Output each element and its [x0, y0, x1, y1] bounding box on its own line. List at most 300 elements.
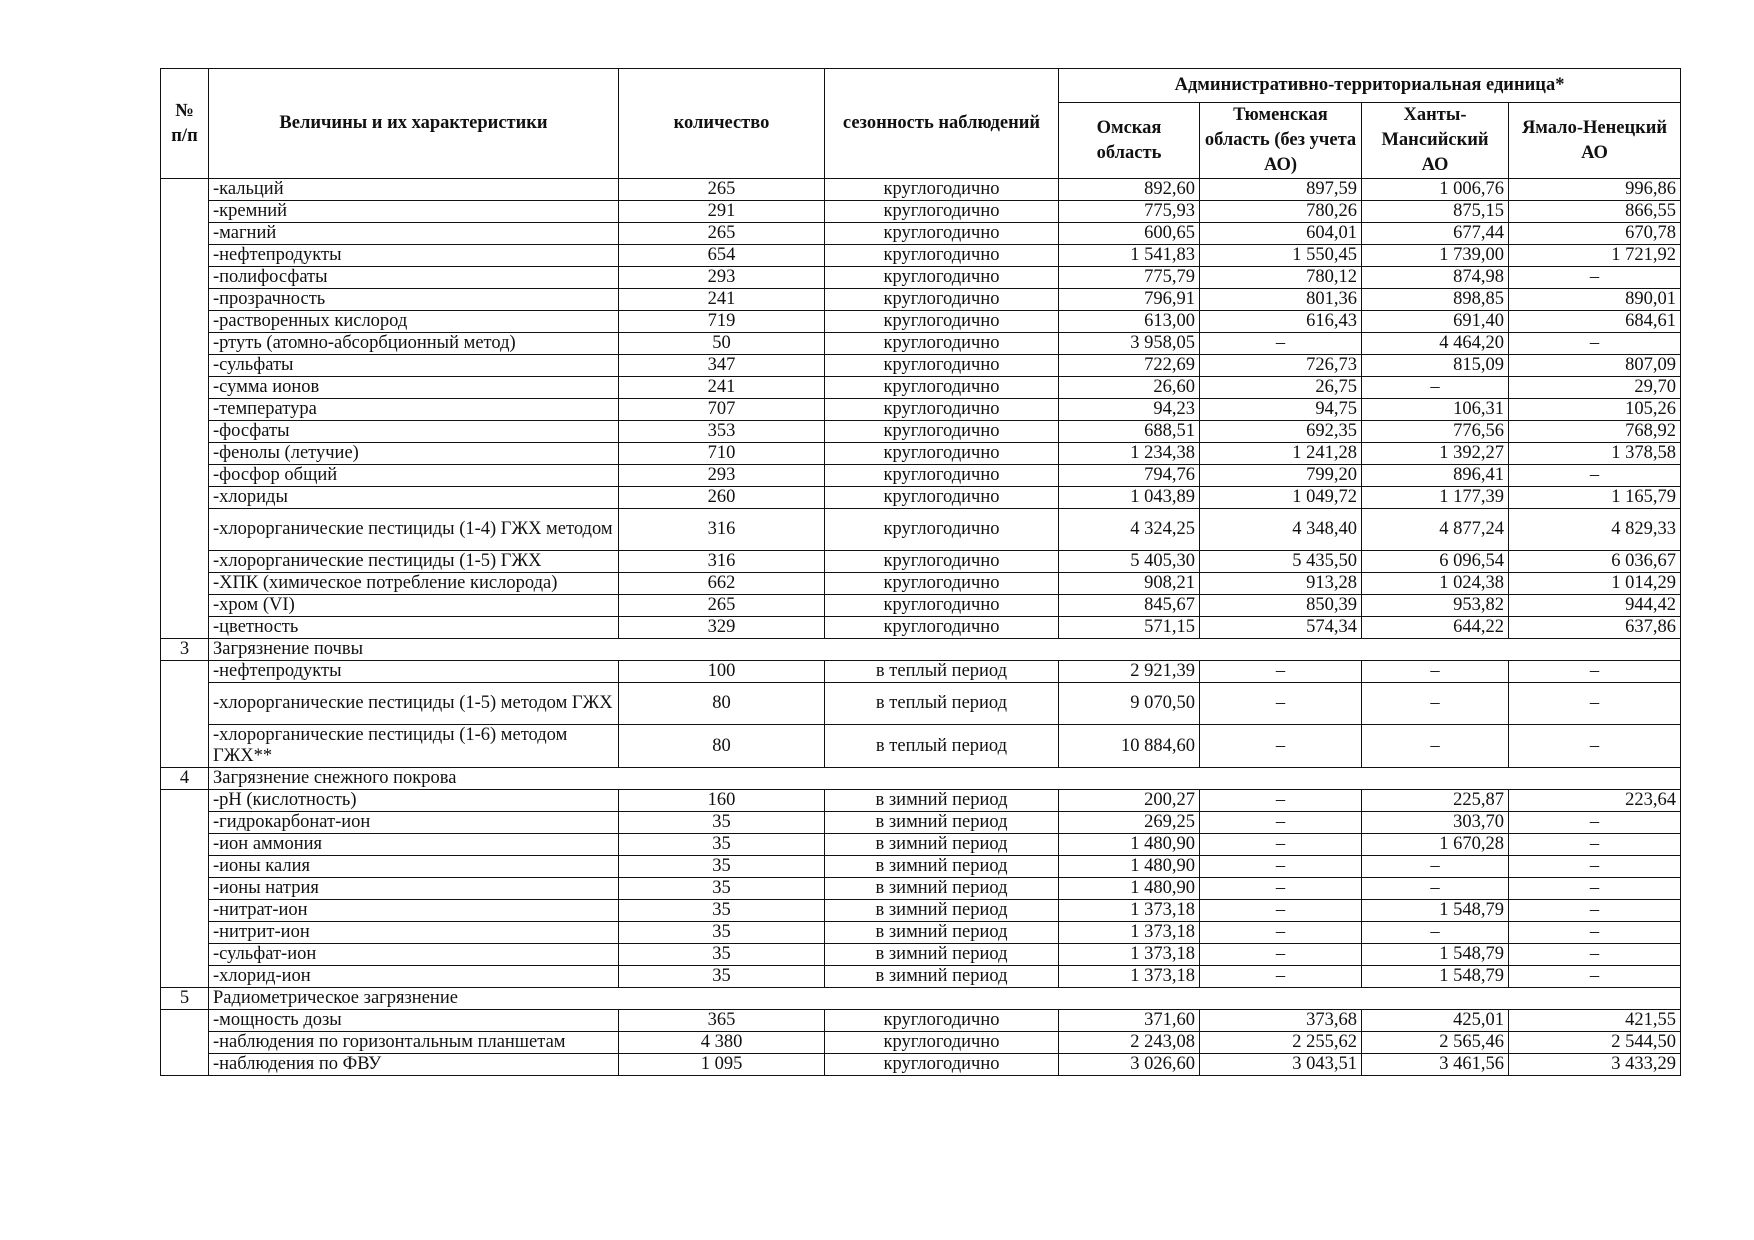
value-omsk: 600,65 — [1059, 223, 1200, 245]
season-cell: круглогодично — [825, 487, 1059, 509]
parameter-name: -фосфор общий — [209, 465, 619, 487]
table-row — [161, 573, 1681, 595]
table-row — [161, 223, 1681, 245]
value-tyumen: – — [1200, 812, 1362, 834]
value-omsk: 1 234,38 — [1059, 443, 1200, 465]
value-omsk: 3 026,60 — [1059, 1054, 1200, 1076]
section-number: 3 — [161, 639, 209, 661]
parameter-name: -прозрачность — [209, 289, 619, 311]
value-tyumen: – — [1200, 683, 1362, 725]
parameter-name: -нитрит-ион — [209, 922, 619, 944]
parameter-name: -хлорорганические пестициды (1-6) методом ГЖХ** — [209, 725, 619, 768]
value-omsk: 775,93 — [1059, 201, 1200, 223]
value-khmao: 677,44 — [1362, 223, 1509, 245]
season-cell: в зимний период — [825, 834, 1059, 856]
parameter-name: -хлорид-ион — [209, 966, 619, 988]
value-omsk: 796,91 — [1059, 289, 1200, 311]
value-omsk: 200,27 — [1059, 790, 1200, 812]
parameter-name: -кремний — [209, 201, 619, 223]
value-khmao: 1 670,28 — [1362, 834, 1509, 856]
table-row — [161, 443, 1681, 465]
quantity-cell: 710 — [619, 443, 825, 465]
parameter-name: -ионы натрия — [209, 878, 619, 900]
quantity-cell: 100 — [619, 661, 825, 683]
value-tyumen: 5 435,50 — [1200, 551, 1362, 573]
table-row — [161, 333, 1681, 355]
value-omsk: 269,25 — [1059, 812, 1200, 834]
section-row — [161, 639, 1681, 661]
quantity-cell: 662 — [619, 573, 825, 595]
table-row — [161, 1010, 1681, 1032]
parameter-name: -хлорорганические пестициды (1-4) ГЖХ методом — [209, 509, 619, 551]
quantity-cell: 50 — [619, 333, 825, 355]
section-row — [161, 988, 1681, 1010]
value-khmao: 953,82 — [1362, 595, 1509, 617]
season-cell: круглогодично — [825, 595, 1059, 617]
quantity-cell: 329 — [619, 617, 825, 639]
quantity-cell: 707 — [619, 399, 825, 421]
parameter-name: -гидрокарбонат-ион — [209, 812, 619, 834]
parameter-name: -ионы калия — [209, 856, 619, 878]
season-cell: круглогодично — [825, 201, 1059, 223]
table-row — [161, 1054, 1681, 1076]
parameter-name: -наблюдения по горизонтальным планшетам — [209, 1032, 619, 1054]
table-row — [161, 812, 1681, 834]
value-tyumen: 574,34 — [1200, 617, 1362, 639]
parameter-name: -кальций — [209, 179, 619, 201]
value-yanao: – — [1509, 725, 1681, 768]
table-row — [161, 661, 1681, 683]
value-yanao: – — [1509, 834, 1681, 856]
value-yanao: – — [1509, 465, 1681, 487]
quantity-cell: 719 — [619, 311, 825, 333]
parameter-name: -мощность дозы — [209, 1010, 619, 1032]
quantity-cell: 654 — [619, 245, 825, 267]
value-omsk: 2 921,39 — [1059, 661, 1200, 683]
season-cell: в теплый период — [825, 683, 1059, 725]
value-omsk: 1 480,90 — [1059, 856, 1200, 878]
value-tyumen: 3 043,51 — [1200, 1054, 1362, 1076]
quantity-cell: 265 — [619, 179, 825, 201]
quantity-cell: 241 — [619, 289, 825, 311]
value-omsk: 1 480,90 — [1059, 834, 1200, 856]
table-row — [161, 856, 1681, 878]
row-num-cell — [161, 790, 209, 988]
value-yanao: 1 014,29 — [1509, 573, 1681, 595]
quantity-cell: 265 — [619, 223, 825, 245]
section-number: 5 — [161, 988, 209, 1010]
value-yanao: 29,70 — [1509, 377, 1681, 399]
table-row — [161, 179, 1681, 201]
season-cell: в зимний период — [825, 900, 1059, 922]
table-row — [161, 399, 1681, 421]
value-khmao: – — [1362, 377, 1509, 399]
value-yanao: – — [1509, 922, 1681, 944]
value-omsk: 722,69 — [1059, 355, 1200, 377]
value-khmao: 425,01 — [1362, 1010, 1509, 1032]
value-yanao: – — [1509, 856, 1681, 878]
value-tyumen: 94,75 — [1200, 399, 1362, 421]
table-row — [161, 725, 1681, 768]
table-row — [161, 900, 1681, 922]
table-row — [161, 311, 1681, 333]
value-omsk: 1 373,18 — [1059, 944, 1200, 966]
parameter-name: -нитрат-ион — [209, 900, 619, 922]
value-khmao: 303,70 — [1362, 812, 1509, 834]
value-yanao: – — [1509, 333, 1681, 355]
parameter-name: -хлориды — [209, 487, 619, 509]
season-cell: круглогодично — [825, 551, 1059, 573]
section-row — [161, 768, 1681, 790]
value-khmao: – — [1362, 922, 1509, 944]
table-row — [161, 878, 1681, 900]
season-cell: круглогодично — [825, 1032, 1059, 1054]
value-khmao: 4 464,20 — [1362, 333, 1509, 355]
value-omsk: 775,79 — [1059, 267, 1200, 289]
season-cell: в зимний период — [825, 944, 1059, 966]
quantity-cell: 1 095 — [619, 1054, 825, 1076]
value-khmao: 1 177,39 — [1362, 487, 1509, 509]
value-yanao: – — [1509, 661, 1681, 683]
parameter-name: -магний — [209, 223, 619, 245]
parameter-name: -ХПК (химическое потребление кислорода) — [209, 573, 619, 595]
value-khmao: 644,22 — [1362, 617, 1509, 639]
header-qty: количество — [619, 69, 825, 179]
value-tyumen: – — [1200, 790, 1362, 812]
season-cell: круглогодично — [825, 443, 1059, 465]
season-cell: в зимний период — [825, 878, 1059, 900]
value-khmao: 1 548,79 — [1362, 944, 1509, 966]
value-tyumen: 799,20 — [1200, 465, 1362, 487]
quantity-cell: 353 — [619, 421, 825, 443]
value-khmao: 1 548,79 — [1362, 900, 1509, 922]
value-omsk: 613,00 — [1059, 311, 1200, 333]
quantity-cell: 35 — [619, 900, 825, 922]
value-omsk: 571,15 — [1059, 617, 1200, 639]
table-row — [161, 509, 1681, 551]
season-cell: круглогодично — [825, 267, 1059, 289]
value-tyumen: 26,75 — [1200, 377, 1362, 399]
value-yanao: 1 721,92 — [1509, 245, 1681, 267]
parameter-name: -фенолы (летучие) — [209, 443, 619, 465]
value-khmao: 106,31 — [1362, 399, 1509, 421]
value-omsk: 688,51 — [1059, 421, 1200, 443]
parameter-name: -сульфаты — [209, 355, 619, 377]
section-title: Загрязнение почвы — [209, 639, 1681, 661]
value-omsk: 9 070,50 — [1059, 683, 1200, 725]
value-khmao: 1 006,76 — [1362, 179, 1509, 201]
value-tyumen: – — [1200, 966, 1362, 988]
table-row — [161, 1032, 1681, 1054]
value-omsk: 892,60 — [1059, 179, 1200, 201]
value-khmao: 2 565,46 — [1362, 1032, 1509, 1054]
value-tyumen: – — [1200, 333, 1362, 355]
season-cell: круглогодично — [825, 465, 1059, 487]
season-cell: круглогодично — [825, 509, 1059, 551]
value-yanao: 670,78 — [1509, 223, 1681, 245]
table-row — [161, 245, 1681, 267]
row-num-cell — [161, 1010, 209, 1076]
value-omsk: 1 373,18 — [1059, 922, 1200, 944]
quantity-cell: 347 — [619, 355, 825, 377]
value-yanao: 637,86 — [1509, 617, 1681, 639]
value-yanao: – — [1509, 944, 1681, 966]
value-omsk: 10 884,60 — [1059, 725, 1200, 768]
season-cell: круглогодично — [825, 1054, 1059, 1076]
table-row — [161, 355, 1681, 377]
value-tyumen: 913,28 — [1200, 573, 1362, 595]
value-yanao: 996,86 — [1509, 179, 1681, 201]
table-row — [161, 551, 1681, 573]
value-omsk: 3 958,05 — [1059, 333, 1200, 355]
value-yanao: 684,61 — [1509, 311, 1681, 333]
table-body — [161, 179, 1681, 1076]
value-tyumen: – — [1200, 878, 1362, 900]
table-row — [161, 595, 1681, 617]
table-row — [161, 289, 1681, 311]
season-cell: круглогодично — [825, 617, 1059, 639]
quantity-cell: 35 — [619, 878, 825, 900]
value-khmao: 896,41 — [1362, 465, 1509, 487]
value-tyumen: 897,59 — [1200, 179, 1362, 201]
value-omsk: 1 541,83 — [1059, 245, 1200, 267]
value-khmao: 3 461,56 — [1362, 1054, 1509, 1076]
value-khmao: – — [1362, 856, 1509, 878]
parameter-name: -хлорорганические пестициды (1-5) методом ГЖХ — [209, 683, 619, 725]
table-row — [161, 465, 1681, 487]
quantity-cell: 265 — [619, 595, 825, 617]
table-header — [161, 69, 1681, 179]
quantity-cell: 160 — [619, 790, 825, 812]
parameter-name: -растворенных кислород — [209, 311, 619, 333]
header-num-label: № п/п — [171, 100, 198, 146]
value-tyumen: – — [1200, 922, 1362, 944]
value-khmao: – — [1362, 725, 1509, 768]
quantity-cell: 35 — [619, 944, 825, 966]
value-omsk: 1 043,89 — [1059, 487, 1200, 509]
value-tyumen: – — [1200, 856, 1362, 878]
value-khmao: 1 024,38 — [1362, 573, 1509, 595]
value-yanao: 3 433,29 — [1509, 1054, 1681, 1076]
value-yanao: 2 544,50 — [1509, 1032, 1681, 1054]
quantity-cell: 293 — [619, 267, 825, 289]
value-yanao: 768,92 — [1509, 421, 1681, 443]
season-cell: в зимний период — [825, 812, 1059, 834]
quantity-cell: 260 — [619, 487, 825, 509]
value-khmao: 776,56 — [1362, 421, 1509, 443]
season-cell: в зимний период — [825, 856, 1059, 878]
value-tyumen: – — [1200, 834, 1362, 856]
value-omsk: 94,23 — [1059, 399, 1200, 421]
row-num-cell — [161, 661, 209, 768]
quantity-cell: 80 — [619, 725, 825, 768]
value-khmao: 4 877,24 — [1362, 509, 1509, 551]
parameter-name: -фосфаты — [209, 421, 619, 443]
quantity-cell: 4 380 — [619, 1032, 825, 1054]
quantity-cell: 316 — [619, 551, 825, 573]
value-yanao: 1 378,58 — [1509, 443, 1681, 465]
value-khmao: 1 548,79 — [1362, 966, 1509, 988]
parameter-name: -ион аммония — [209, 834, 619, 856]
quantity-cell: 35 — [619, 812, 825, 834]
quantity-cell: 35 — [619, 834, 825, 856]
value-yanao: 4 829,33 — [1509, 509, 1681, 551]
observation-cost-table — [160, 68, 1681, 1076]
value-omsk: 1 373,18 — [1059, 900, 1200, 922]
value-omsk: 26,60 — [1059, 377, 1200, 399]
header-khmao: Ханты-Мансийский АО — [1362, 103, 1509, 179]
quantity-cell: 293 — [619, 465, 825, 487]
value-khmao: 1 392,27 — [1362, 443, 1509, 465]
parameter-name: -нефтепродукты — [209, 661, 619, 683]
table-row — [161, 834, 1681, 856]
quantity-cell: 35 — [619, 856, 825, 878]
table-row — [161, 201, 1681, 223]
table-row — [161, 790, 1681, 812]
value-tyumen: 780,26 — [1200, 201, 1362, 223]
parameter-name: -цветность — [209, 617, 619, 639]
value-tyumen: 616,43 — [1200, 311, 1362, 333]
section-number: 4 — [161, 768, 209, 790]
value-tyumen: 692,35 — [1200, 421, 1362, 443]
table-row — [161, 487, 1681, 509]
table-row — [161, 267, 1681, 289]
value-khmao: – — [1362, 683, 1509, 725]
header-admin-unit: Административно-территориальная единица* — [1059, 69, 1681, 103]
table-row — [161, 922, 1681, 944]
value-yanao: – — [1509, 878, 1681, 900]
parameter-name: -полифосфаты — [209, 267, 619, 289]
value-yanao: 1 165,79 — [1509, 487, 1681, 509]
season-cell: в зимний период — [825, 790, 1059, 812]
parameter-name: -температура — [209, 399, 619, 421]
quantity-cell: 35 — [619, 922, 825, 944]
value-omsk: 5 405,30 — [1059, 551, 1200, 573]
season-cell: круглогодично — [825, 245, 1059, 267]
table-row — [161, 421, 1681, 443]
value-tyumen: – — [1200, 661, 1362, 683]
season-cell: в зимний период — [825, 922, 1059, 944]
quantity-cell: 241 — [619, 377, 825, 399]
quantity-cell: 291 — [619, 201, 825, 223]
season-cell: круглогодично — [825, 399, 1059, 421]
season-cell: круглогодично — [825, 377, 1059, 399]
value-tyumen: 780,12 — [1200, 267, 1362, 289]
value-khmao: – — [1362, 878, 1509, 900]
value-khmao: 6 096,54 — [1362, 551, 1509, 573]
row-num-cell — [161, 179, 209, 639]
table-row — [161, 617, 1681, 639]
value-omsk: 794,76 — [1059, 465, 1200, 487]
value-omsk: 845,67 — [1059, 595, 1200, 617]
value-yanao: 6 036,67 — [1509, 551, 1681, 573]
parameter-name: -сульфат-ион — [209, 944, 619, 966]
value-tyumen: 801,36 — [1200, 289, 1362, 311]
value-yanao: 807,09 — [1509, 355, 1681, 377]
header-season: сезонность наблюдений — [825, 69, 1059, 179]
value-yanao: – — [1509, 966, 1681, 988]
season-cell: круглогодично — [825, 179, 1059, 201]
header-name: Величины и их характеристики — [209, 69, 619, 179]
value-tyumen: 4 348,40 — [1200, 509, 1362, 551]
season-cell: в теплый период — [825, 661, 1059, 683]
value-tyumen: 373,68 — [1200, 1010, 1362, 1032]
value-omsk: 4 324,25 — [1059, 509, 1200, 551]
value-khmao: 815,09 — [1362, 355, 1509, 377]
parameter-name: -сумма ионов — [209, 377, 619, 399]
value-yanao: – — [1509, 812, 1681, 834]
table-row — [161, 966, 1681, 988]
document-page — [160, 68, 1681, 1076]
value-tyumen: 726,73 — [1200, 355, 1362, 377]
table-row — [161, 944, 1681, 966]
season-cell: круглогодично — [825, 333, 1059, 355]
value-khmao: – — [1362, 661, 1509, 683]
value-omsk: 908,21 — [1059, 573, 1200, 595]
parameter-name: -наблюдения по ФВУ — [209, 1054, 619, 1076]
quantity-cell: 80 — [619, 683, 825, 725]
value-tyumen: – — [1200, 944, 1362, 966]
value-omsk: 1 373,18 — [1059, 966, 1200, 988]
season-cell: круглогодично — [825, 1010, 1059, 1032]
value-omsk: 1 480,90 — [1059, 878, 1200, 900]
parameter-name: -хлорорганические пестициды (1-5) ГЖХ — [209, 551, 619, 573]
table-row — [161, 683, 1681, 725]
parameter-name: -ртуть (атомно-абсорбционный метод) — [209, 333, 619, 355]
parameter-name: -нефтепродукты — [209, 245, 619, 267]
value-yanao: 944,42 — [1509, 595, 1681, 617]
parameter-name: -хром (VI) — [209, 595, 619, 617]
parameter-name: -pH (кислотность) — [209, 790, 619, 812]
season-cell: круглогодично — [825, 355, 1059, 377]
value-yanao: 421,55 — [1509, 1010, 1681, 1032]
season-cell: круглогодично — [825, 223, 1059, 245]
value-yanao: – — [1509, 683, 1681, 725]
value-yanao: 105,26 — [1509, 399, 1681, 421]
season-cell: круглогодично — [825, 289, 1059, 311]
quantity-cell: 35 — [619, 966, 825, 988]
season-cell: в зимний период — [825, 966, 1059, 988]
value-tyumen: 604,01 — [1200, 223, 1362, 245]
value-omsk: 371,60 — [1059, 1010, 1200, 1032]
value-khmao: 875,15 — [1362, 201, 1509, 223]
value-yanao: 223,64 — [1509, 790, 1681, 812]
value-omsk: 2 243,08 — [1059, 1032, 1200, 1054]
quantity-cell: 316 — [619, 509, 825, 551]
season-cell: круглогодично — [825, 421, 1059, 443]
header-yanao: Ямало-Ненецкий АО — [1509, 103, 1681, 179]
value-khmao: 1 739,00 — [1362, 245, 1509, 267]
section-title: Радиометрическое загрязнение — [209, 988, 1681, 1010]
season-cell: в теплый период — [825, 725, 1059, 768]
section-title: Загрязнение снежного покрова — [209, 768, 1681, 790]
value-yanao: – — [1509, 900, 1681, 922]
value-khmao: 225,87 — [1362, 790, 1509, 812]
value-yanao: – — [1509, 267, 1681, 289]
value-khmao: 874,98 — [1362, 267, 1509, 289]
header-tyumen: Тюменская область (без учета АО) — [1200, 103, 1362, 179]
value-tyumen: 1 550,45 — [1200, 245, 1362, 267]
value-tyumen: 1 049,72 — [1200, 487, 1362, 509]
value-tyumen: 850,39 — [1200, 595, 1362, 617]
value-tyumen: 1 241,28 — [1200, 443, 1362, 465]
quantity-cell: 365 — [619, 1010, 825, 1032]
value-tyumen: – — [1200, 725, 1362, 768]
value-khmao: 898,85 — [1362, 289, 1509, 311]
value-tyumen: – — [1200, 900, 1362, 922]
value-tyumen: 2 255,62 — [1200, 1032, 1362, 1054]
header-omsk: Омская область — [1059, 103, 1200, 179]
